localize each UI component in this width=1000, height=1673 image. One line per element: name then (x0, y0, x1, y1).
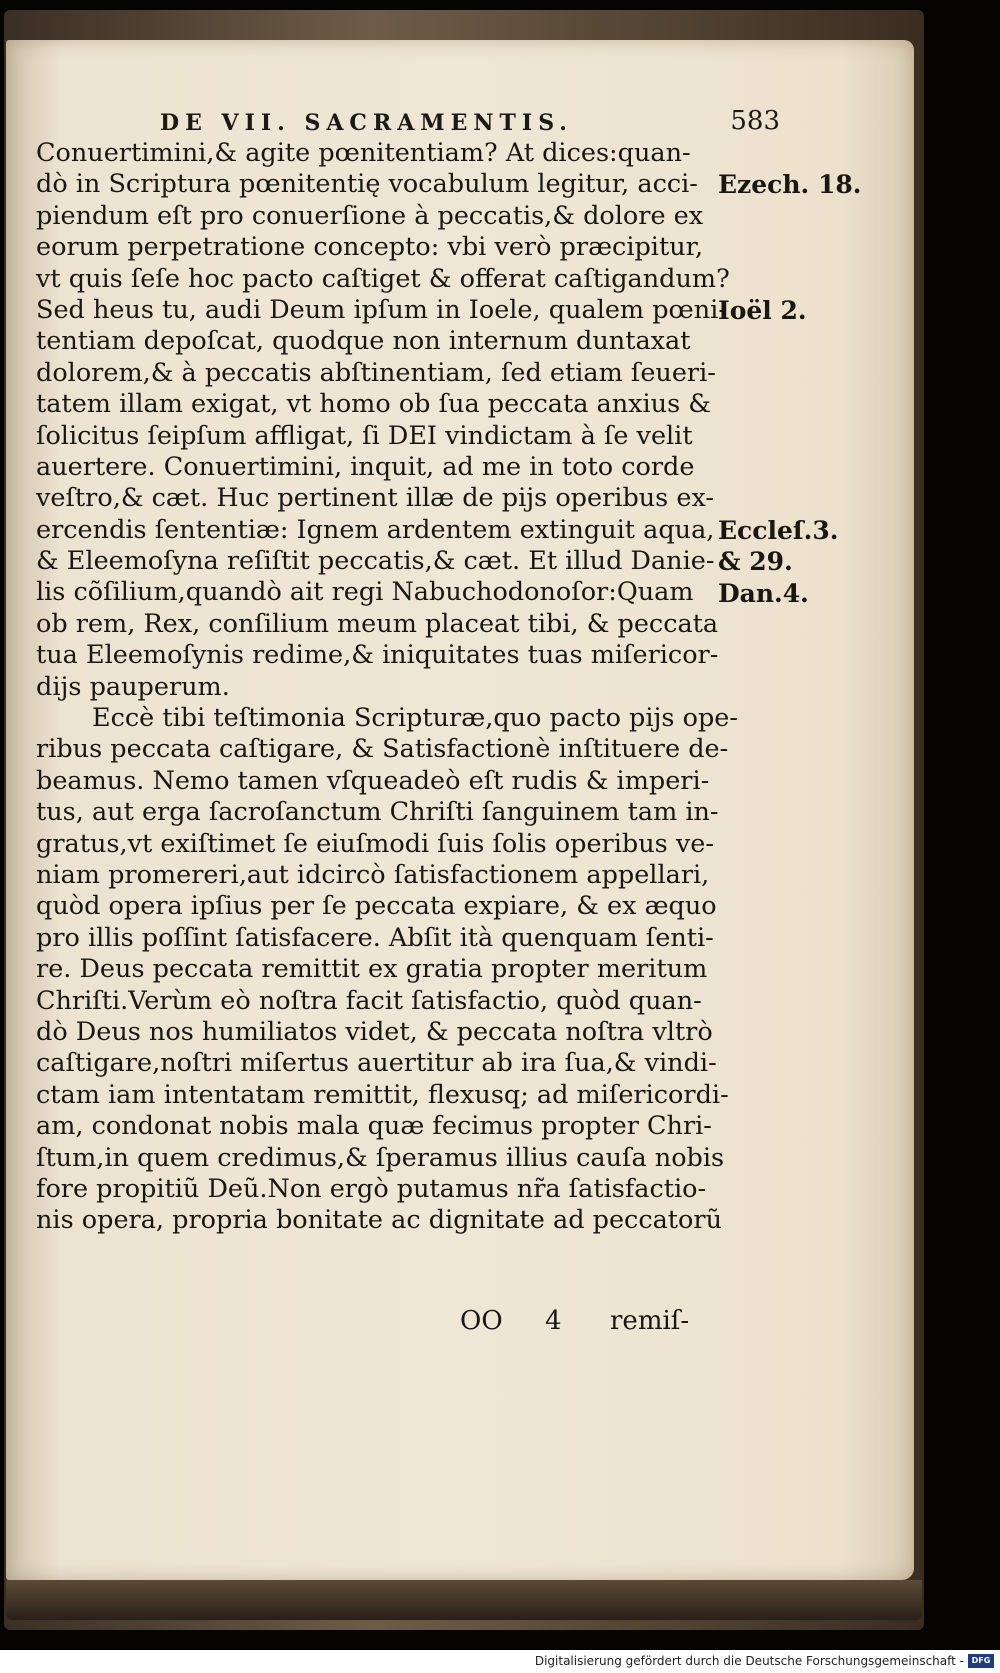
signature-number: 4 (545, 1306, 562, 1336)
running-head: DE VII. SACRAMENTIS. (160, 110, 573, 136)
text-line: tentiam depoſcat, quodque non internum duntaxat (36, 326, 691, 357)
text-line: & Eleemoſyna reſiſtit peccatis,& cæt. Et illud Danie- (36, 546, 715, 577)
body-text (36, 138, 738, 1237)
text-line: tua Eleemoſynis redime,& iniquitates tuas miſericor- (36, 640, 719, 671)
text-line: nis opera, propria bonitate ac dignitate ad peccatorũ (36, 1205, 723, 1236)
text-line: ob rem, Rex, conſilium meum placeat tibi, & peccata (36, 608, 719, 639)
text-line: auertere. Conuertimini, inquit, ad me in toto corde (36, 451, 695, 482)
text-line: gratus,vt exiſtimet ſe eiuſmodi ſuis ſolis operibus ve- (36, 828, 714, 859)
text-line: eorum perpetratione concepto: vbi verò præcipitur, (36, 232, 704, 263)
text-line: ercendis ſententiæ: Ignem ardentem extinguit aqua, (36, 514, 715, 545)
text-line: pro illis poſſint ſatisfacere. Abſit ità quenquam ſenti- (36, 922, 714, 953)
margin-note: Dan.4. (718, 578, 809, 608)
text-line: tus, aut erga ſacroſanctum Chriſti ſanguinem tam in- (36, 797, 719, 828)
text-line: caſtigare,noſtri miſertus auertitur ab ira ſua,& vindi- (36, 1048, 717, 1079)
text-line: ctam iam intentatam remittit, flexusq; ad miſericordi- (36, 1079, 729, 1110)
text-line: quòd opera ipſius per ſe peccata expiare, & ex æquo (36, 891, 717, 922)
text-line: dijs pauperum. (36, 671, 230, 702)
margin-note: Eccleſ.3. (718, 515, 839, 545)
page-number: 583 (730, 106, 780, 136)
text-line: Sed heus tu, audi Deum ipſum in Ioele, qualem pœni- (36, 294, 727, 325)
text-line: ribus peccata caſtigare, & Satisfactionè inſtituere de- (36, 734, 729, 765)
text-line: lis cõſilium,quandò ait regi Nabuchodonoſor:Quam (36, 577, 694, 608)
banner-text: Digitalisierung gefördert durch die Deutsche Forschungsgemeinschaft - (534, 1654, 964, 1668)
text-line: Chriſti.Verùm eò noſtra facit ſatisfactio, quòd quan- (36, 985, 702, 1016)
margin-note: Ezech. 18. (718, 170, 862, 200)
text-line: ſolicitus ſeipſum affligat, ſi DEI vindictam à ſe velit (36, 420, 693, 451)
text-line: re. Deus peccata remittit ex gratia propter meritum (36, 954, 708, 985)
text-line: vt quis ſeſe hoc pacto caſtiget & offerat caſtigandum? (36, 263, 730, 294)
margin-note: & 29. (718, 547, 793, 577)
text-line: am, condonat nobis mala quæ fecimus propter Chri- (36, 1111, 712, 1142)
digitization-banner (0, 1650, 1000, 1673)
catchword: remiſ- (610, 1306, 690, 1336)
dfg-logo-icon: DFG (968, 1654, 994, 1668)
text-line: ſtum,in quem credimus,& ſperamus illius cauſa nobis (36, 1142, 725, 1173)
text-line: dò in Scriptura pœnitentię vocabulum legitur, acci- (36, 169, 698, 200)
page-footer (460, 1306, 740, 1340)
text-line: dò Deus nos humiliatos videt, & peccata noſtra vltrò (36, 1016, 713, 1047)
text-line: piendum eſt pro conuerſione à peccatis,& dolore ex (36, 200, 704, 231)
text-line: beamus. Nemo tamen vſqueadeò eſt rudis & imperi- (36, 765, 710, 796)
text-line: Conuertimini,& agite pœnitentiam? At dices:quan- (36, 138, 691, 168)
signature-mark: OO (460, 1306, 503, 1336)
text-line: fore propitiũ Deũ.Non ergò putamus nr̃a ſatisfactio- (36, 1173, 707, 1204)
margin-note: Ioël 2. (718, 296, 807, 325)
text-line: veſtro,& cæt. Huc pertinent illæ de pijs operibus ex- (36, 483, 715, 514)
page-bottom-edge (6, 1580, 922, 1620)
text-line: dolorem,& à peccatis abſtinentiam, ſed etiam ſeueri- (36, 357, 716, 388)
text-line: niam promereri,aut idcircò ſatisfactionem appellari, (36, 859, 710, 890)
text-line: tatem illam exigat, vt homo ob ſua peccata anxius & (36, 389, 711, 420)
text-line: Eccè tibi teſtimonia Scripturæ,quo pacto pijs ope- (92, 703, 738, 734)
